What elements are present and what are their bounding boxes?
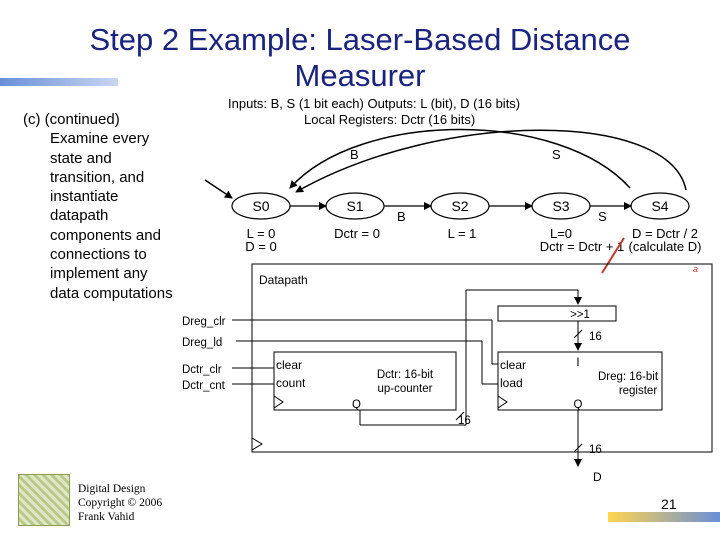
output-d-label: D xyxy=(593,470,602,484)
dreg-load-port: load xyxy=(500,376,523,390)
bus-width-counter: 16 xyxy=(458,415,471,427)
state-s4-name: S4 xyxy=(651,198,669,214)
s3-action: L=0 xyxy=(549,226,573,241)
fsm-inputs-line: Inputs: B, S (1 bit each) Outputs: L (bit), D (16 bits) xyxy=(228,96,521,111)
side-line: components and xyxy=(50,226,161,244)
edge-b-label: B xyxy=(397,209,406,224)
dreg-clear-port: clear xyxy=(500,358,527,372)
slide-title-line1: Step 2 Example: Laser-Based Distance xyxy=(89,22,631,57)
state-s0-name: S0 xyxy=(252,198,270,214)
dctr-clock-icon xyxy=(274,396,283,408)
dctr-name: Dctr: 16-bit xyxy=(376,369,434,381)
side-line: state and xyxy=(50,149,112,167)
s4-action: D = Dctr / 2 xyxy=(631,226,699,241)
state-s3-name: S3 xyxy=(552,198,570,214)
state-s2-name: S2 xyxy=(451,198,469,214)
shifter-label: >>1 xyxy=(570,309,590,321)
dreg-name: Dreg: 16-bit xyxy=(597,371,659,383)
signal-dreg-ld: Dreg_ld xyxy=(182,337,223,349)
dctr-q-port: Q xyxy=(352,399,361,411)
page-number: 21 xyxy=(661,496,677,512)
dreg-i-port: I xyxy=(576,357,580,369)
datapath-label: Datapath xyxy=(259,273,308,287)
loop-arc-b xyxy=(290,130,630,189)
side-line: connections to xyxy=(50,246,147,264)
dreg-name: register xyxy=(618,385,658,397)
loop-b-label: B xyxy=(350,147,359,162)
side-line: Examine every xyxy=(50,130,150,148)
edge-s-label: S xyxy=(598,209,607,224)
accent-bar-bottom xyxy=(608,512,720,522)
footer-line: Digital Design xyxy=(78,483,146,495)
dreg-q-port: Q xyxy=(573,399,583,411)
s0-action: L = 0 xyxy=(246,226,276,241)
side-line: transition, and xyxy=(50,168,145,186)
s3-action: Dctr = Dctr + 1 xyxy=(539,239,625,254)
signal-dctr-clr: Dctr_clr xyxy=(182,364,222,376)
datapath-clock-icon xyxy=(252,438,262,450)
initial-arrow xyxy=(205,180,232,198)
signal-dctr-cnt: Dctr_cnt xyxy=(182,380,225,392)
dctr-count-port: count xyxy=(276,376,306,390)
s2-action: L = 1 xyxy=(447,226,477,241)
dctr-name: up-counter xyxy=(377,383,433,395)
s1-action: Dctr = 0 xyxy=(334,226,380,241)
corner-mark: a xyxy=(693,264,699,274)
dreg-clock-icon xyxy=(498,396,507,408)
fsm-registers-line: Local Registers: Dctr (16 bits) xyxy=(304,112,476,127)
shifter-box xyxy=(498,306,616,321)
bus-width-output: 16 xyxy=(589,444,602,456)
bus-width-shifter: 16 xyxy=(589,331,602,343)
side-line: instantiate xyxy=(50,188,119,206)
dctr-clear-port: clear xyxy=(276,358,303,372)
footer-line: Copyright © 2006 xyxy=(78,497,163,509)
side-line: datapath xyxy=(50,207,109,225)
book-logo xyxy=(18,474,70,526)
s0-action: D = 0 xyxy=(245,239,277,254)
side-line: (c) (continued) xyxy=(23,111,120,128)
slide-title-line2: Measurer xyxy=(294,58,426,93)
loop-s-label: S xyxy=(552,147,561,162)
side-line: data computations xyxy=(50,284,173,302)
signal-dreg-clr: Dreg_clr xyxy=(182,316,226,328)
state-s1-name: S1 xyxy=(346,198,364,214)
footer-credit xyxy=(78,482,162,524)
s4-action: (calculate D) xyxy=(628,239,702,254)
side-line: implement any xyxy=(50,265,148,283)
footer-line: Frank Vahid xyxy=(78,511,135,523)
